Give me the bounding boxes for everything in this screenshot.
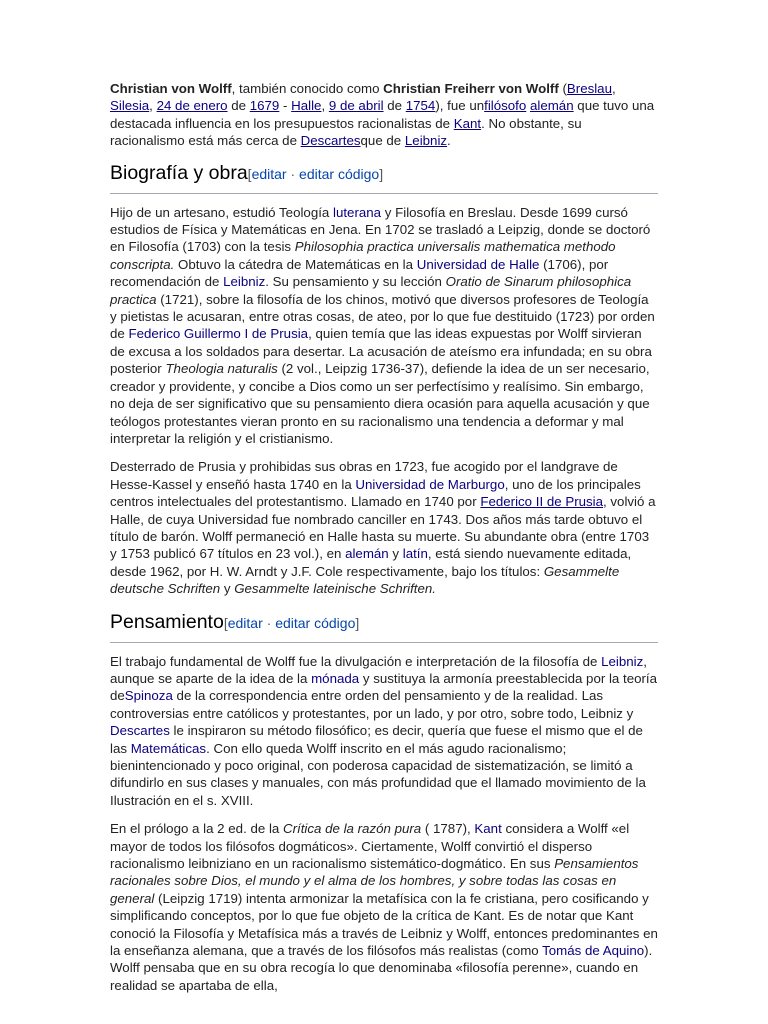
edit-link[interactable]: editar bbox=[251, 165, 287, 182]
section-edit-links: [editar · editar código] bbox=[223, 614, 360, 631]
subject-alt-name: Christian Freiherr von Wolff bbox=[383, 81, 559, 96]
section-title: Pensamiento bbox=[110, 610, 224, 633]
link-monada[interactable]: mónada bbox=[311, 670, 360, 686]
link-tomas-de-aquino[interactable]: Tomás de Aquino bbox=[542, 943, 645, 959]
link-filosofo[interactable]: filósofo bbox=[484, 98, 527, 114]
section-edit-links: [editar · editar código] bbox=[247, 165, 384, 182]
link-aleman[interactable]: alemán bbox=[345, 546, 389, 562]
pensamiento-paragraph-1: El trabajo fundamental de Wolff fue la divulgación e interpretación de la filosofía de Leibniz, aunque se aparte de la idea de la mónada y sustituya la armonía preestablecida por la teoría deSpinoza de la correspondencia entre orden del pensamiento y de la realidad. Las controversias entre católicos y protestantes, por un lado, y por otro, sobre todo, Leibniz y Descartes le inspiraron su método filosófico; es decir, quería que fuese el mismo que el de las Matemáticas. Con ello queda Wolff inscrito en el más agudo racionalismo; bienintencionado y poco original, con poderosa capacidad de sistematización, se limitó a difundirlo en sus clases y manuales, con más profundidad que el llamado movimiento de la Ilustración en el s. XVIII. bbox=[110, 653, 658, 808]
link-aleman[interactable]: alemán bbox=[529, 98, 574, 114]
link-leibniz[interactable]: Leibniz bbox=[601, 653, 644, 669]
link-luterana[interactable]: luterana bbox=[333, 204, 382, 220]
link-kant[interactable]: Kant bbox=[453, 115, 482, 131]
oratio-title: Oratio de Sinarum philosophica practica bbox=[110, 274, 632, 307]
section-heading-pensamiento bbox=[110, 609, 658, 643]
theologia-title: Theologia naturalis bbox=[165, 361, 278, 377]
thesis-title: Philosophia practica universalis mathematica methodo conscripta. bbox=[110, 239, 616, 272]
article-body bbox=[110, 80, 658, 1005]
link-1679[interactable]: 1679 bbox=[249, 98, 280, 114]
intro-paragraph: Christian von Wolff, también conocido como Christian Freiherr von Wolff (Breslau, Silesia, 24 de enero de 1679 - Halle, 9 de abril de 1754), fue unfilósofo alemán que tuvo una destacada influencia en los presupuestos racionalistas de Kant. No obstante, su racionalismo está más cerca de Descartesque de Leibniz. bbox=[110, 81, 655, 149]
edit-code-link[interactable]: editar código bbox=[275, 614, 356, 631]
critica-title: Crítica de la razón pura bbox=[282, 821, 422, 837]
link-leibniz[interactable]: Leibniz bbox=[223, 274, 266, 290]
link-1754[interactable]: 1754 bbox=[405, 98, 436, 114]
link-federico-guillermo-i[interactable]: Federico Guillermo I de Prusia bbox=[128, 326, 309, 342]
subject-name: Christian von Wolff bbox=[110, 81, 232, 96]
link-breslau[interactable]: Breslau bbox=[566, 81, 612, 96]
link-halle[interactable]: Halle bbox=[291, 98, 322, 114]
section-title: Biografía y obra bbox=[110, 161, 248, 184]
pensamientos-racionales-title: Pensamientos racionales sobre Dios, el mundo y el alma de los hombres, y sobre todas las cosas en general bbox=[110, 856, 639, 906]
link-universidad-de-halle[interactable]: Universidad de Halle bbox=[416, 256, 540, 272]
lateinische-schriften-title: Gesammelte lateinische Schriften. bbox=[234, 581, 436, 597]
link-silesia[interactable]: Silesia bbox=[110, 98, 150, 114]
biografia-paragraph-1: Hijo de un artesano, estudió Teología luterana y Filosofía en Breslau. Desde 1699 cursó estudios de Física y Matemáticas en Jena. En 1702 se trasladó a Leipzig, donde se doctoró en Filosofía (1703) con la tesis Philosophia practica universalis mathematica methodo conscripta. Obtuvo la cátedra de Matemáticas en la Universidad de Halle (1706), por recomendación de Leibniz. Su pensamiento y su lección Oratio de Sinarum philosophica practica (1721), sobre la filosofía de los chinos, motivó que diversos profesores de Teología y pietistas le acusaran, entre otras cosas, de ateo, por lo que fue destituido (1723) por orden de Federico Guillermo I de Prusia, quien temía que las ideas expuestas por Wolff sirvieran de excusa a los soldados para desertar. La acusación de ateísmo era infundada; en su obra posterior Theologia naturalis (2 vol., Leipzig 1736-37), defiende la idea de un ser necesario, creador y providente, y concibe a Dios como un ser perfectísimo y realísimo. Sin embargo, no deja de ser significativo que su pensamiento diera ocasión para aquella acusación y que teólogos protestantes vieran pronto en su racionalismo una tendencia a deformar y mal interpretar la religión y el cristianismo. bbox=[110, 204, 655, 446]
link-descartes[interactable]: Descartes bbox=[300, 133, 361, 149]
link-kant[interactable]: Kant bbox=[474, 821, 502, 837]
link-latin[interactable]: latín bbox=[402, 546, 428, 562]
link-leibniz[interactable]: Leibniz bbox=[404, 133, 448, 149]
edit-code-link[interactable]: editar código bbox=[299, 165, 380, 182]
link-descartes[interactable]: Descartes bbox=[110, 723, 170, 739]
link-9-de-abril[interactable]: 9 de abril bbox=[328, 98, 384, 114]
link-federico-ii[interactable]: Federico II de Prusia bbox=[480, 494, 604, 510]
link-universidad-de-marburgo[interactable]: Universidad de Marburgo bbox=[355, 476, 505, 492]
pensamiento-paragraph-2: En el prólogo a la 2 ed. de la Crítica de la razón pura ( 1787), Kant considera a Wolff «el mayor de todos los filósofos dogmáticos». Ciertamente, Wolff convirtió el disperso racionalismo leibniziano en un racionalismo sistemático-dogmático. En sus Pensamientos racionales sobre Dios, el mundo y el alma de los hombres, y sobre todas las cosas en general (Leipzig 1719) intenta armonizar la metafísica con la fe cristiana, pero cosificando y simplificando conceptos, por lo que fue objeto de la crítica de Kant. Es de notar que Kant conoció la Filosofía y Metafísica más a través de Leibniz y Wolff, entonces predominantes en la enseñanza alemana, que a través de los filósofos más realistas (como Tomás de Aquino). Wolff pensaba que en su obra recogía lo que denominaba «filosofía perenne», cuando en realidad se apartaba de ella, bbox=[110, 821, 658, 993]
link-spinoza[interactable]: Spinoza bbox=[124, 688, 173, 704]
edit-link[interactable]: editar bbox=[227, 614, 263, 631]
biografia-paragraph-2: Desterrado de Prusia y prohibidas sus obras en 1723, fue acogido por el landgrave de Hesse-Kassel y enseñó hasta 1740 en la Universidad de Marburgo, uno de los principales centros intelectuales del protestantismo. Llamado en 1740 por Federico II de Prusia, volvió a Halle, de cuya Universidad fue nombrado canciller en 1743. Dos años más tarde obtuvo el título de barón. Wolff permaneció en Halle hasta su muerte. Su abundante obra (entre 1703 y 1753 publicó 67 títulos en 23 vol.), en alemán y latín, está siendo nuevamente editada, desde 1962, por H. W. Arndt y J.F. Cole respectivamente, bajo los títulos: Gesammelte deutsche Schriften y Gesammelte lateinische Schriften. bbox=[110, 459, 656, 597]
link-24-de-enero[interactable]: 24 de enero bbox=[156, 98, 228, 114]
deutsche-schriften-title: Gesammelte deutsche Schriften bbox=[110, 563, 620, 597]
section-heading-biografia bbox=[110, 160, 658, 194]
link-matematicas[interactable]: Matemáticas bbox=[130, 740, 207, 756]
